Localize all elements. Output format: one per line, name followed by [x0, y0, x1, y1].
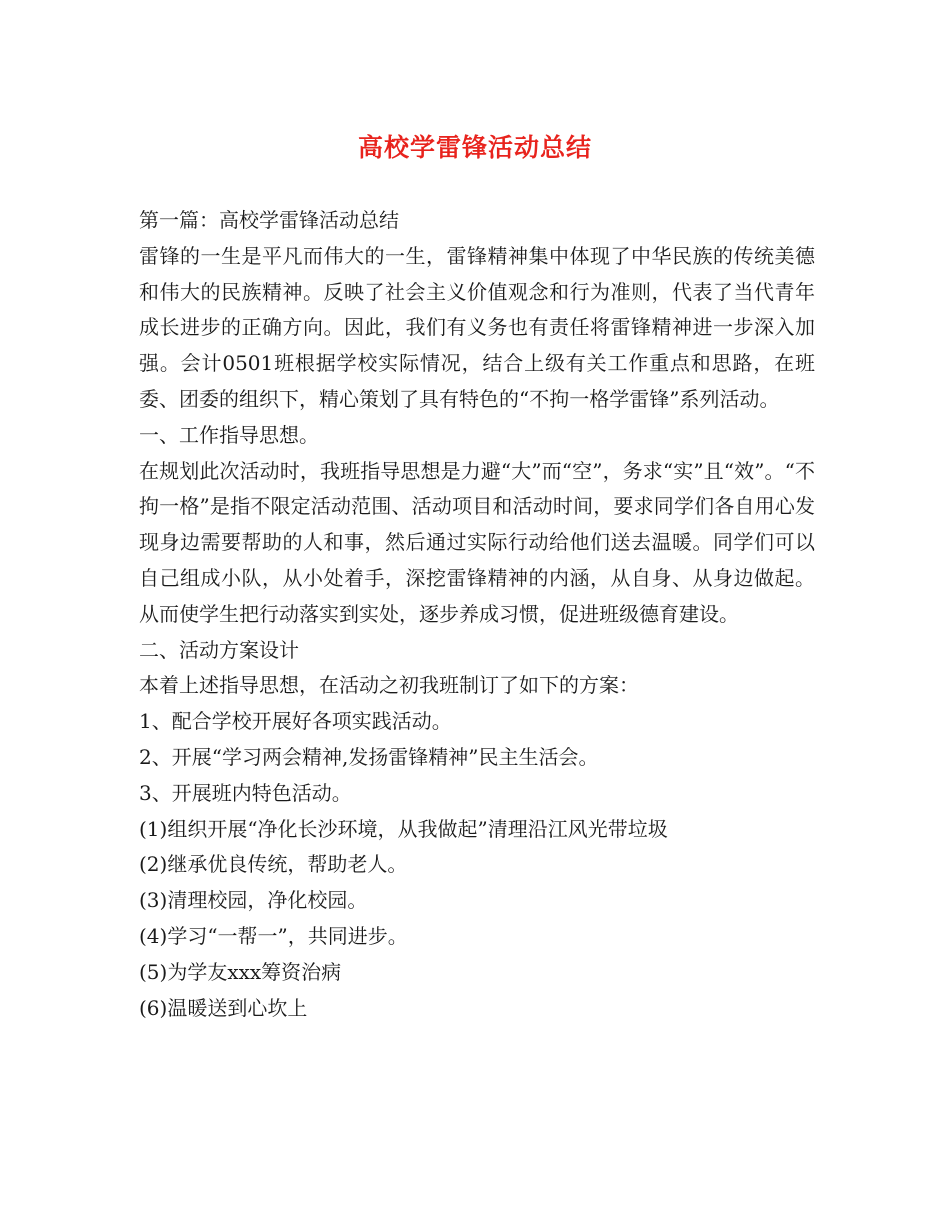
section-heading: 二、活动方案设计	[139, 637, 299, 662]
list-item: 1、配合学校开展好各项实践活动。	[139, 709, 452, 734]
document-title: 高校学雷锋活动总结	[357, 133, 592, 162]
guiding-thought-paragraph: 在规划此次活动时，我班指导思想是力避“大”而“空”，务求“实”且“效”。“不拘一格”是指不限定活动范围、活动项目和活动时间，要求同学们各自用心发现身边需要帮助的人和事，然后通过实际行动给他们送去温暖。同学们可以自己组成小队，从小处着手，深挖雷锋精神的内涵，从自身、从身边做起。从而使学生把行动落实到实处，逐步养成习惯，促进班级德育建设。	[139, 458, 815, 626]
document-body	[139, 203, 815, 1026]
intro-paragraph: 雷锋的一生是平凡而伟大的一生，雷锋精神集中体现了中华民族的传统美德和伟大的民族精神。反映了社会主义价值观念和行为准则，代表了当代青年成长进步的正确方向。因此，我们有义务也有责任将雷锋精神进一步深入加强。会计0501班根据学校实际情况，结合上级有关工作重点和思路，在班委、团委的组织下，精心策划了具有特色的“不拘一格学雷锋”系列活动。	[139, 243, 815, 411]
section-heading: 第一篇：高校学雷锋活动总结	[139, 208, 399, 232]
sub-list-item: (2)继承优良传统，帮助老人。	[139, 852, 408, 877]
sub-list-item: (6)温暖送到心坎上	[139, 995, 308, 1020]
sub-list-item: (3)清理校园，净化校园。	[139, 888, 368, 913]
sub-list-item: (4)学习“一帮一”，共同进步。	[139, 923, 408, 948]
plan-intro-paragraph: 本着上述指导思想，在活动之初我班制订了如下的方案：	[139, 673, 639, 698]
section-heading: 一、工作指导思想。	[139, 422, 319, 447]
list-item: 2、开展“学习两会精神,发扬雷锋精神”民主生活会。	[139, 744, 599, 769]
sub-list-item: (5)为学友xxx筹资治病	[139, 959, 342, 984]
list-item: 3、开展班内特色活动。	[139, 780, 352, 805]
sub-list-item: (1)组织开展“净化长沙环境，从我做起”清理沿江风光带垃圾	[139, 816, 668, 841]
